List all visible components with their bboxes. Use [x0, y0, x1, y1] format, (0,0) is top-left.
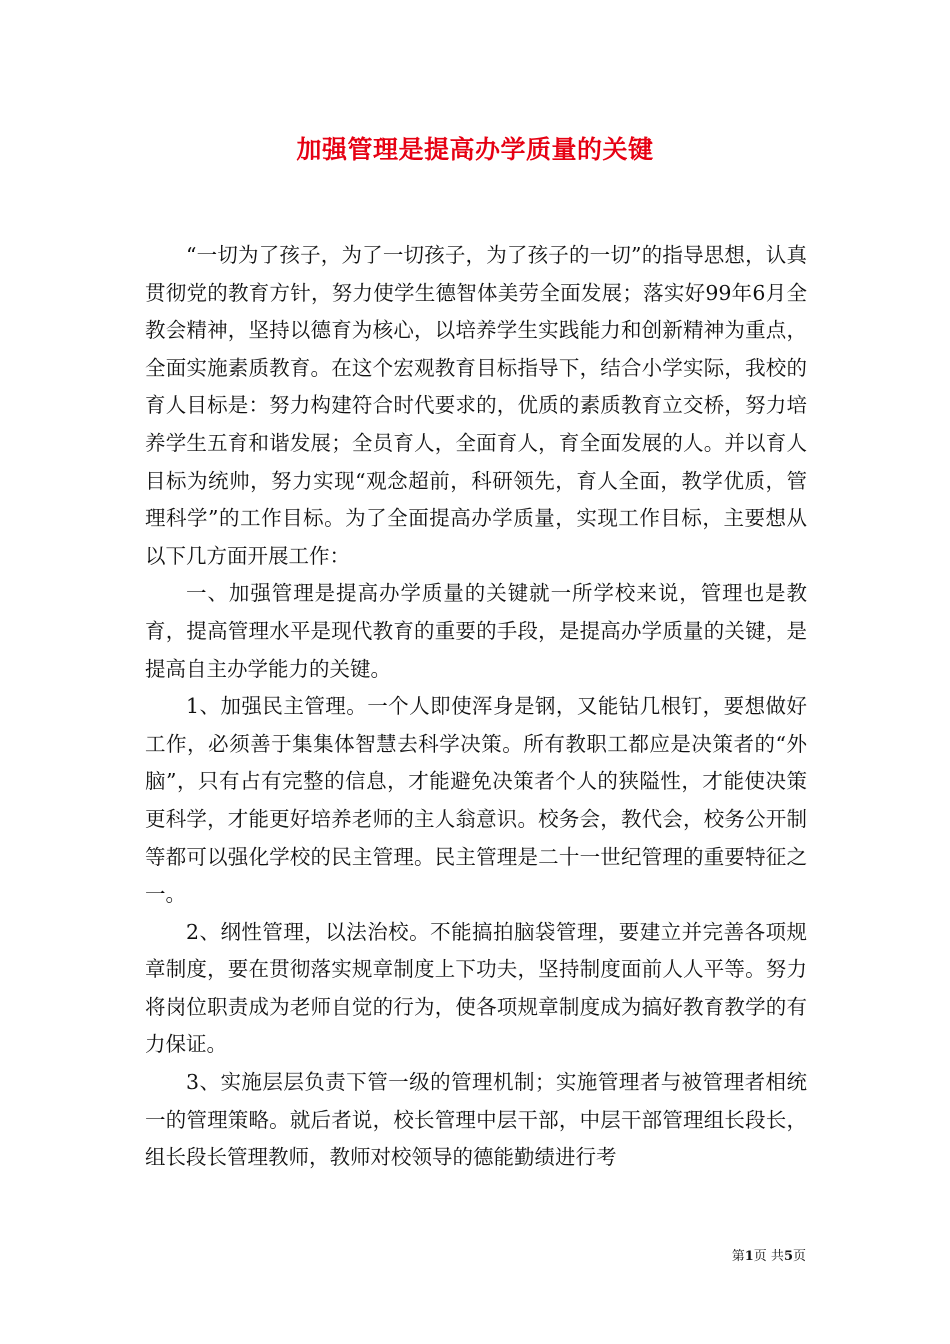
paragraph-item-2: 2、纲性管理，以法治校。不能搞拍脑袋管理，要建立并完善各项规章制度，要在贯彻落实规章制度上下功夫，坚持制度面前人人平等。努力将岗位职责成为老师自觉的行为，使各项规章制度成为搞好教育教学的有力保证。	[145, 919, 807, 1057]
page-number-footer	[732, 1248, 806, 1266]
footer-suffix: 页	[792, 1249, 806, 1264]
paragraph-item-3: 3、实施层层负责下管一级的管理机制；实施管理者与被管理者相统一的管理策略。就后者说，校长管理中层干部，中层干部管理组长段长，组长段长管理教师，教师对校领导的德能勤绩进行考	[145, 1070, 807, 1170]
paragraph-intro: “一切为了孩子，为了一切孩子，为了孩子的一切”的指导思想，认真贯彻党的教育方针，努力使学生德智体美劳全面发展；落实好99年6月全教会精神，坚持以德育为核心，以培养学生实践能力和创新精神为重点，全面实施素质教育。在这个宏观教育目标指导下，结合小学实际，我校的育人目标是：努力构建符合时代要求的，优质的素质教育立交桥，努力培养学生五育和谐发展；全员育人，全面育人，育全面发展的人。并以育人目标为统帅，努力实现“观念超前，科研领先，育人全面，教学优质，管理科学”的工作目标。为了全面提高办学质量，实现工作目标，主要想从以下几方面开展工作：	[145, 243, 807, 568]
total-page-number: 5	[783, 1249, 793, 1264]
paragraph-section-one: 一、加强管理是提高办学质量的关键就一所学校来说，管理也是教育，提高管理水平是现代教育的重要的手段，是提高办学质量的关键，是提高自主办学能力的关键。	[145, 581, 807, 681]
footer-middle: 页 共	[753, 1249, 784, 1264]
footer-prefix: 第	[731, 1249, 745, 1264]
document-body	[145, 237, 807, 1177]
current-page-number: 1	[744, 1249, 754, 1264]
paragraph-item-1: 1、加强民主管理。一个人即使浑身是钢，又能钻几根钉，要想做好工作，必须善于集集体智慧去科学决策。所有教职工都应是决策者的“外脑”，只有占有完整的信息，才能避免决策者个人的狭隘性，才能使决策更科学，才能更好培养老师的主人翁意识。校务会，教代会，校务公开制等都可以强化学校的民主管理。民主管理是二十一世纪管理的重要特征之一。	[145, 694, 807, 907]
document-title: 加强管理是提高办学质量的关键	[296, 135, 654, 164]
